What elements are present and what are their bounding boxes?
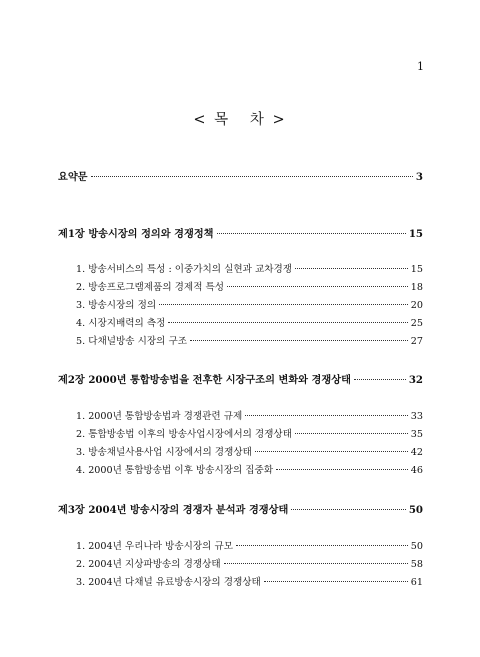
dot-leader xyxy=(354,379,406,380)
section-page: 18 xyxy=(410,282,423,293)
section-label: 3. 방송채널사용사업 시장에서의 경쟁상태 xyxy=(76,447,252,458)
toc-section[interactable] xyxy=(76,446,423,460)
section-page: 61 xyxy=(410,577,423,588)
toc-section[interactable] xyxy=(76,263,423,277)
toc-chapter-2[interactable] xyxy=(58,373,423,387)
section-page: 58 xyxy=(410,559,423,570)
chapter-title: 제2장 2000년 통합방송법을 전후한 시장구조의 변화와 경쟁상태 xyxy=(58,374,351,386)
toc-entry-page: 3 xyxy=(415,171,423,183)
dot-leader xyxy=(295,433,408,434)
toc-entry-label: 요약문 xyxy=(58,171,88,183)
dot-leader xyxy=(291,509,405,510)
section-page: 25 xyxy=(410,318,423,329)
section-page: 27 xyxy=(410,336,423,347)
chapter-page: 15 xyxy=(408,228,423,240)
toc-section[interactable] xyxy=(76,410,423,424)
section-page: 42 xyxy=(410,447,423,458)
toc-section[interactable] xyxy=(76,428,423,442)
chapter-title: 제1장 방송시장의 정의와 경쟁정책 xyxy=(58,228,214,240)
toc-section[interactable] xyxy=(76,335,423,349)
section-page: 15 xyxy=(410,264,423,275)
dot-leader xyxy=(224,563,408,564)
toc-title-text: < 목 차 > xyxy=(193,112,287,128)
section-label: 2. 통합방송법 이후의 방송사업시장에서의 경쟁상태 xyxy=(76,429,292,440)
toc-section[interactable] xyxy=(76,317,423,331)
dot-leader xyxy=(227,286,408,287)
toc-chapter-3[interactable] xyxy=(58,503,423,517)
toc-section[interactable] xyxy=(76,558,423,572)
dot-leader xyxy=(91,176,413,177)
dot-leader xyxy=(255,451,408,452)
toc-chapter-1[interactable] xyxy=(58,227,423,241)
section-label: 1. 2004년 우리나라 방송시장의 규모 xyxy=(76,541,233,552)
section-label: 1. 방송서비스의 특성 : 이중가치의 실현과 교차경쟁 xyxy=(76,264,293,275)
dot-leader xyxy=(168,322,407,323)
section-label: 2. 방송프로그램제품의 경제적 특성 xyxy=(76,282,225,293)
section-page: 20 xyxy=(410,300,423,311)
chapter-page: 32 xyxy=(408,374,423,386)
toc-section[interactable] xyxy=(76,464,423,478)
toc-title xyxy=(0,108,480,129)
toc-section[interactable] xyxy=(76,299,423,313)
page-number: 1 xyxy=(417,60,424,73)
chapter-page: 50 xyxy=(408,504,423,516)
dot-leader xyxy=(217,233,406,234)
section-label: 4. 2000년 통합방송법 이후 방송시장의 집중화 xyxy=(76,465,274,476)
dot-leader xyxy=(190,340,408,341)
toc-section[interactable] xyxy=(76,576,423,590)
section-label: 5. 다채널방송 시장의 구조 xyxy=(76,336,187,347)
section-page: 46 xyxy=(410,465,423,476)
section-page: 33 xyxy=(410,411,423,422)
section-label: 3. 방송시장의 정의 xyxy=(76,300,157,311)
dot-leader xyxy=(159,304,408,305)
section-label: 2. 2004년 지상파방송의 경쟁상태 xyxy=(76,559,221,570)
dot-leader xyxy=(236,545,408,546)
section-page: 50 xyxy=(410,541,423,552)
dot-leader xyxy=(264,581,408,582)
dot-leader xyxy=(245,415,408,416)
dot-leader xyxy=(276,469,408,470)
section-label: 1. 2000년 통합방송법과 경쟁관련 규제 xyxy=(76,411,243,422)
dot-leader xyxy=(295,268,408,269)
chapter-title: 제3장 2004년 방송시장의 경쟁자 분석과 경쟁상태 xyxy=(58,504,289,516)
section-page: 35 xyxy=(410,429,423,440)
toc-section[interactable] xyxy=(76,540,423,554)
toc-section[interactable] xyxy=(76,281,423,295)
toc-entry-summary[interactable] xyxy=(58,170,423,184)
section-label: 3. 2004년 다채널 유료방송시장의 경쟁상태 xyxy=(76,577,261,588)
section-label: 4. 시장지배력의 측정 xyxy=(76,318,166,329)
